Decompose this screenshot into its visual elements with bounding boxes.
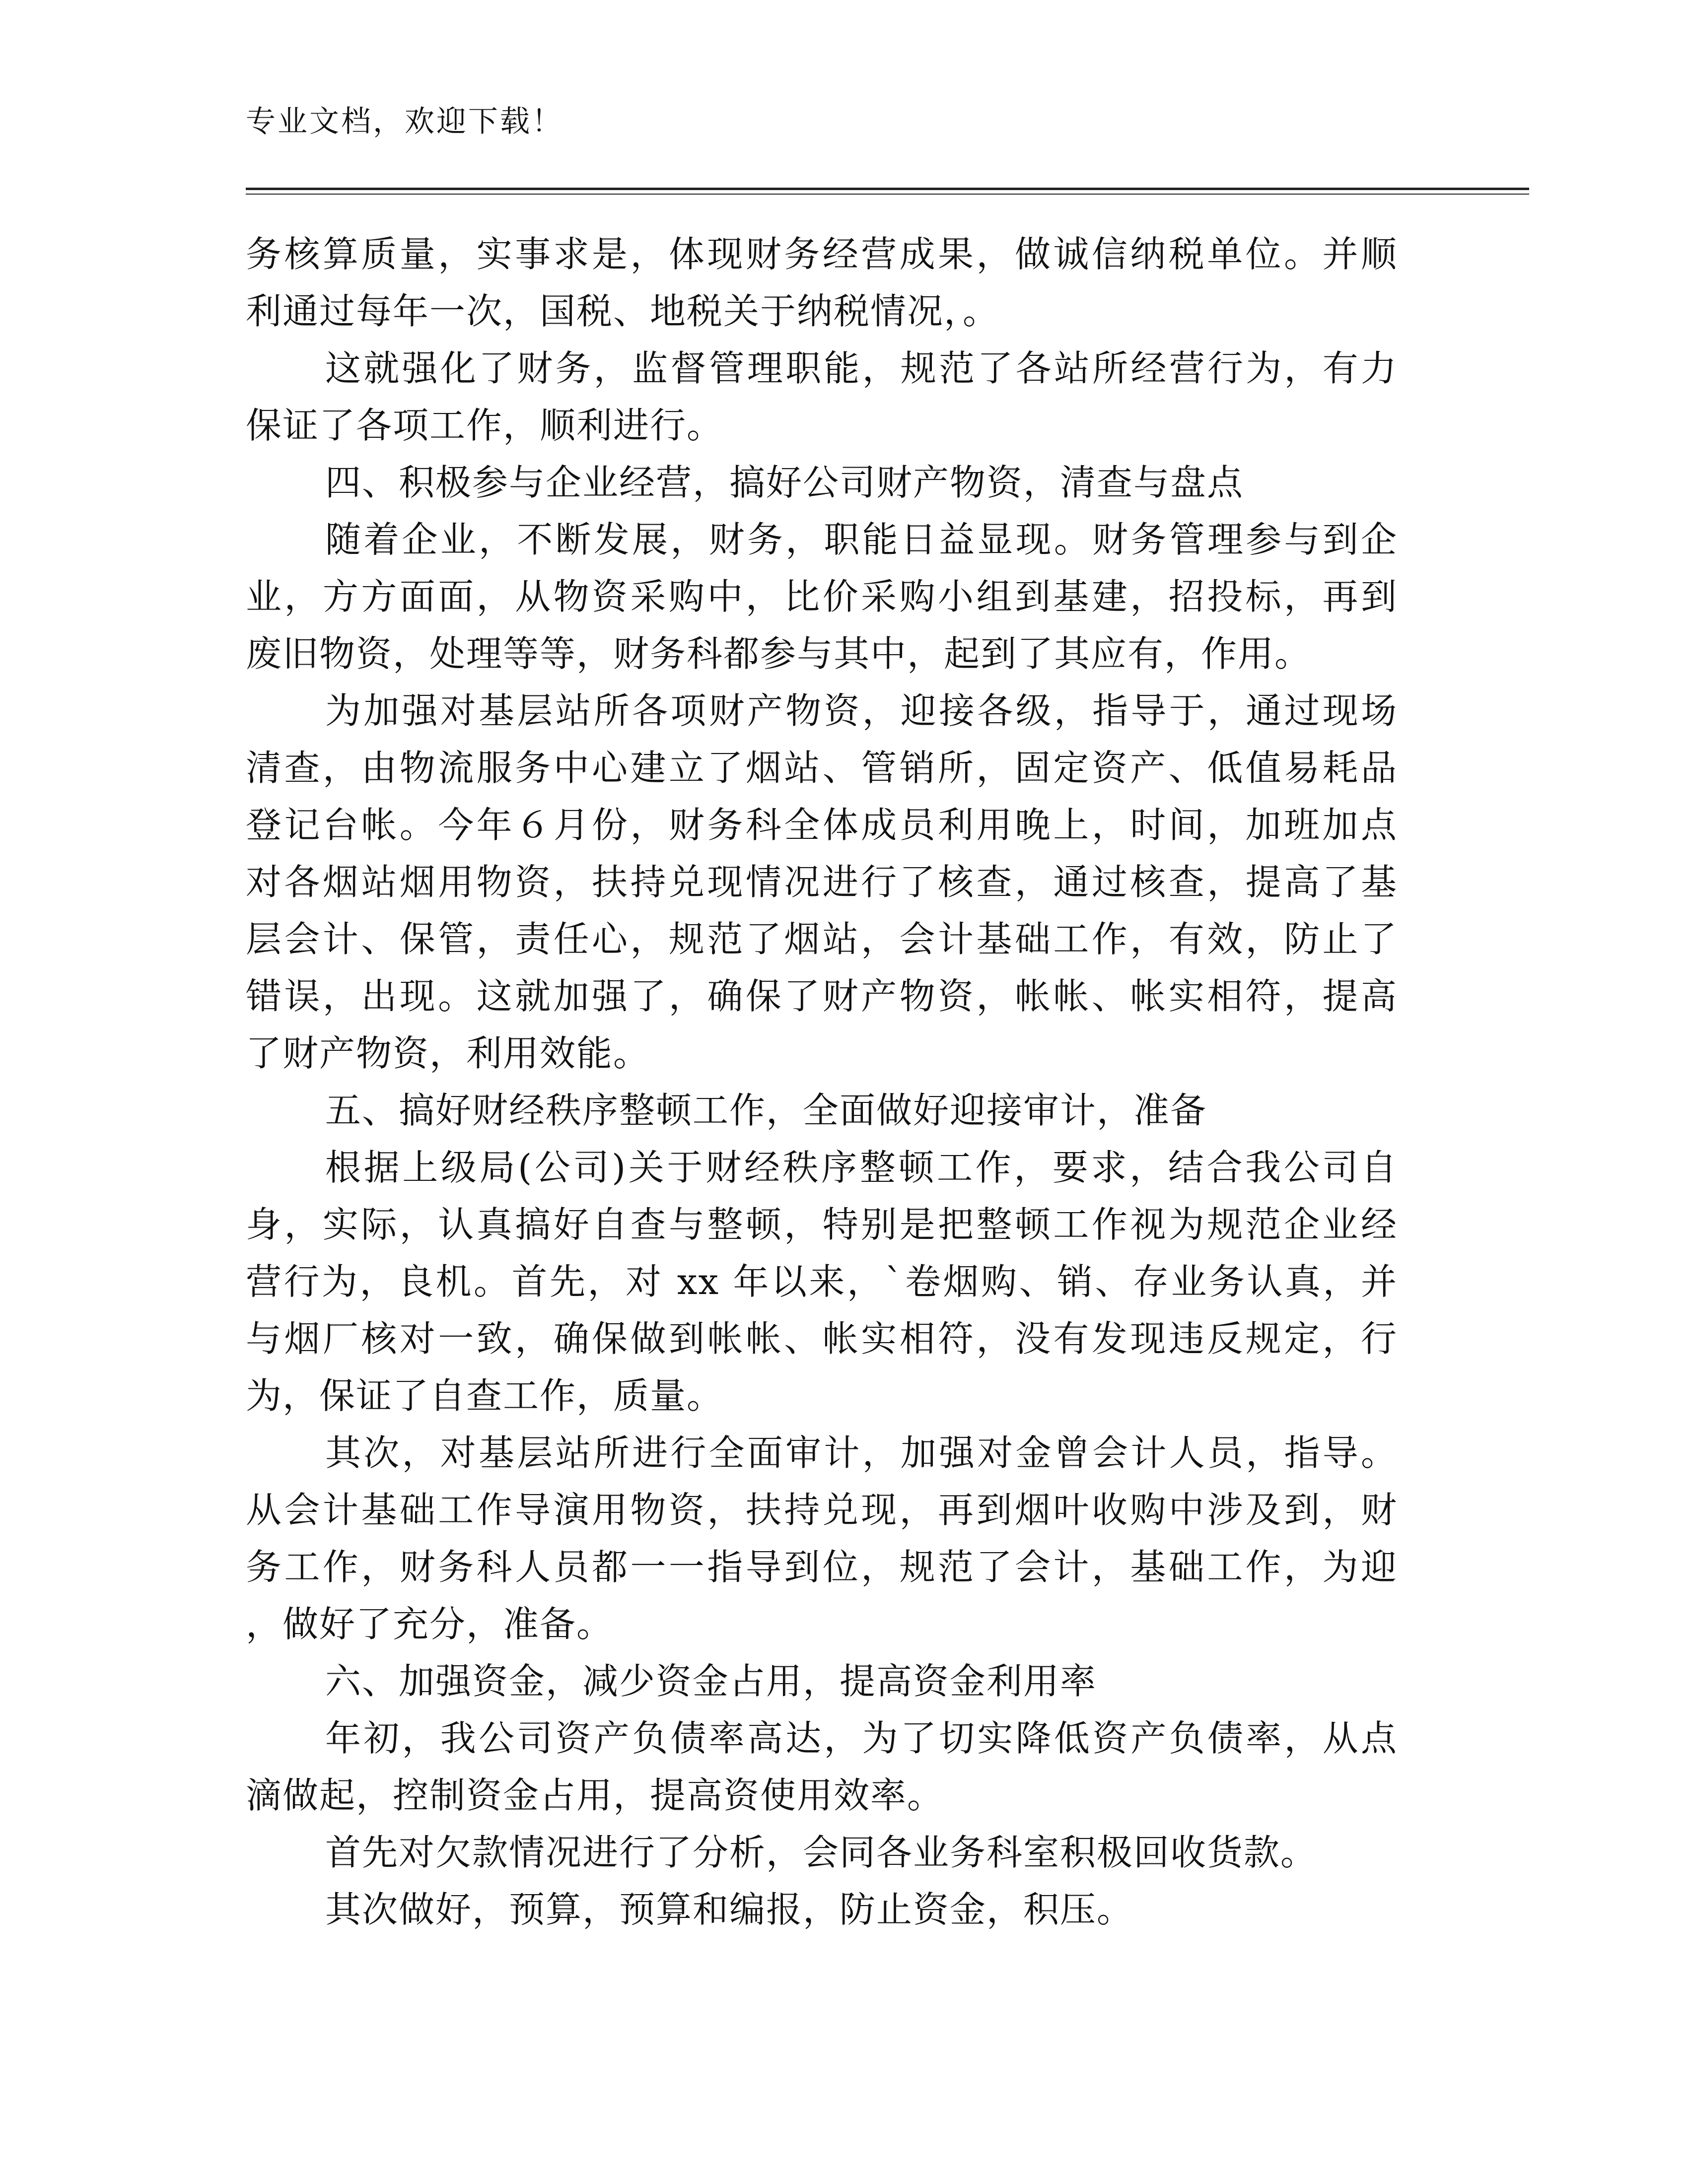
- text-line: 这就强化了财务，监督管理职能，规范了各站所经营行为，有力: [325, 347, 1398, 389]
- text-line: 对各烟站烟用物资，扶持兑现情况进行了核查，通过核查，提高了基: [246, 861, 1398, 903]
- text-line: 错误，出现。这就加强了，确保了财产物资，帐帐、帐实相符，提高: [246, 975, 1398, 1017]
- text-line: 根据上级局(公司)关于财经秩序整顿工作，要求，结合我公司自: [325, 1147, 1398, 1188]
- text-line: 五、搞好财经秩序整顿工作，全面做好迎接审计，准备: [325, 1090, 1207, 1131]
- text-line: 年初，我公司资产负债率高达，为了切实降低资产负债率，从点: [325, 1717, 1398, 1759]
- text-line: 务工作，财务科人员都一一指导到位，规范了会计，基础工作，为迎: [246, 1546, 1398, 1588]
- page-header: 专业文档，欢迎下载！: [246, 104, 563, 139]
- text-line: 为，保证了自查工作，质量。: [246, 1375, 724, 1417]
- text-line: 业，方方面面，从物资采购中，比价采购小组到基建，招投标，再到: [246, 576, 1398, 617]
- text-line: 与烟厂核对一致，确保做到帐帐、帐实相符，没有发现违反规定，行: [246, 1318, 1398, 1360]
- text-line: 为加强对基层站所各项财产物资，迎接各级，指导于，通过现场: [325, 690, 1398, 732]
- text-line: 从会计基础工作导演用物资，扶持兑现，再到烟叶收购中涉及到，财: [246, 1489, 1398, 1531]
- text-line: 其次做好，预算，预算和编报，防止资金，积压。: [325, 1889, 1134, 1930]
- text-line: 营行为，良机。首先，对 xx 年以来，`卷烟购、销、存业务认真，并: [246, 1261, 1398, 1302]
- text-line: 废旧物资，处理等等，财务科都参与其中，起到了其应有，作用。: [246, 633, 1312, 675]
- text-line: 了财产物资，利用效能。: [246, 1032, 650, 1074]
- text-line: 随着企业，不断发展，财务，职能日益显现。财务管理参与到企: [325, 519, 1398, 560]
- text-line: 首先对欠款情况进行了分析，会同各业务科室积极回收货款。: [325, 1832, 1318, 1873]
- text-line: 其次，对基层站所进行全面审计，加强对金曾会计人员，指导。: [325, 1432, 1398, 1474]
- text-line: 六、加强资金，减少资金占用，提高资金利用率: [325, 1660, 1097, 1702]
- text-line: 四、积极参与企业经营，搞好公司财产物资，清查与盘点: [325, 462, 1244, 503]
- header-rule-thin: [246, 194, 1529, 195]
- text-line: ，做好了充分，准备。: [246, 1603, 614, 1645]
- text-line: 利通过每年一次，国税、地税关于纳税情况，。: [246, 290, 1000, 332]
- document-body: [246, 226, 1398, 1938]
- text-line: 登记台帐。今年６月份，财务科全体成员利用晚上，时间，加班加点: [246, 804, 1398, 846]
- text-line: 滴做起，控制资金占用，提高资使用效率。: [246, 1774, 944, 1816]
- text-line: 保证了各项工作，顺利进行。: [246, 405, 724, 446]
- header-rule-thick: [246, 188, 1529, 190]
- text-line: 身，实际，认真搞好自查与整顿，特别是把整顿工作视为规范企业经: [246, 1204, 1398, 1245]
- text-line: 清查，由物流服务中心建立了烟站、管销所，固定资产、低值易耗品: [246, 747, 1398, 789]
- text-line: 层会计、保管，责任心，规范了烟站，会计基础工作，有效，防止了: [246, 918, 1398, 960]
- text-line: 务核算质量，实事求是，体现财务经营成果，做诚信纳税单位。并顺: [246, 233, 1398, 275]
